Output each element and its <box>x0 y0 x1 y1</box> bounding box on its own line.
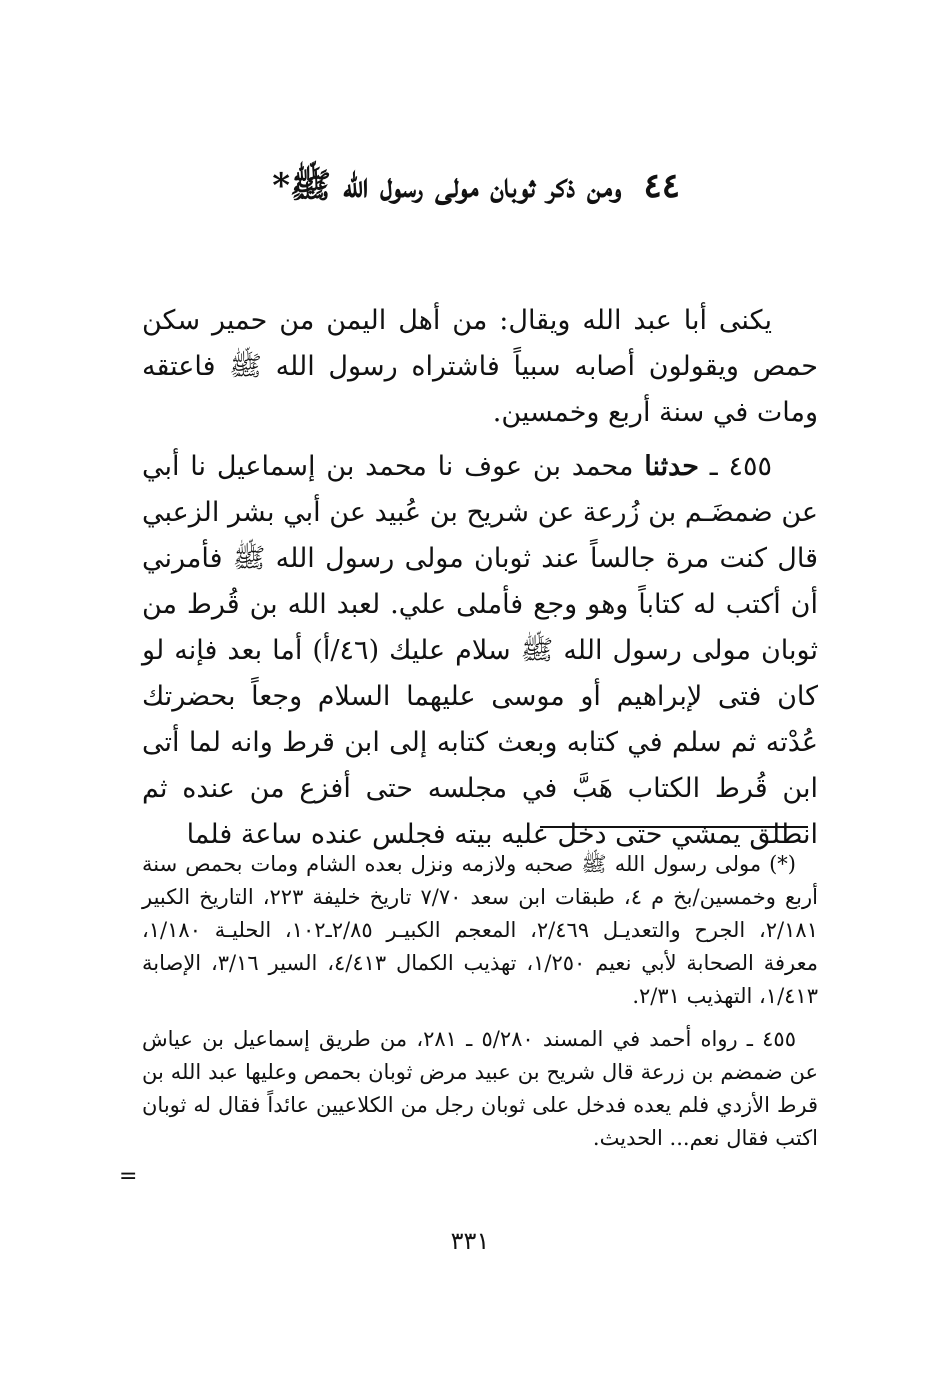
footnotes <box>142 848 818 1155</box>
main-text <box>142 298 818 858</box>
chapter-title: ومن ذكر ثوبان مولى رسول الله ﷺ* <box>272 166 622 206</box>
footnote-divider <box>540 826 808 828</box>
page-number: ٣٣١ <box>450 1227 490 1255</box>
hadith-number: ٤٥٥ ـ <box>709 451 772 482</box>
chapter-heading <box>140 160 680 212</box>
hadith-paragraph <box>142 444 818 858</box>
intro-paragraph: يكنى أبا عبد الله ويقال: من أهل اليمن من حمير سكن حمص ويقولون أصابه سبياً فاشتراه رسول الله ﷺ فاعتقه ومات في سنة أربع وخمسين. <box>142 305 818 428</box>
footnote-hadith-source: ٤٥٥ ـ رواه أحمد في المسند ٥/٢٨٠ ـ ٢٨١، من طريق إسماعيل بن عياش عن ضمضم بن زرعة قال شريح بن عبيد مرض ثوبان بحمص وعليها عبد الله بن قرط الأزدي فلم يعده فدخل على ثوبان رجل من الكلاعيين عائداً فقال له ثوبان اكتب فقال نعم... الحديث. <box>142 1027 818 1150</box>
chapter-number: ٤٤ <box>643 166 680 206</box>
hadith-lead-word: حدثنا <box>644 451 699 482</box>
continuation-mark: = <box>119 1164 138 1189</box>
footnote-biography: (*) مولى رسول الله ﷺ صحبه ولازمه ونزل بعده الشام ومات بحمص سنة أربع وخمسين/بخ م ٤، طبقات ابن سعد ٧/٧٠ تاريخ خليفة ٢٢٣، التاريخ الكبير ٢/١٨١، الجرح والتعديـل ٢/٤٦٩، المعجم الكبيـر ٢/٨٥ـ١٠٢، الحليـة ١/١٨٠، معرفة الصحابة لأبي نعيم ١/٢٥٠، تهذيب الكمال ٤/٤١٣، السير ٣/١٦، الإصابة ١/٤١٣، التهذيب ٢/٣١. <box>142 852 818 1008</box>
hadith-text: محمد بن عوف نا محمد بن إسماعيل نا أبي عن ضمضَـم بن زُرعة عن شريح بن عُبيد عن أبي بشر الزعبي قال كنت مرة جالساً عند ثوبان مولى رسول الله ﷺ فأمرني أن أكتب له كتاباً وهو وجع فأملى علي. لعبد الله بن قُرط من ثوبان مولى رسول الله ﷺ سلام عليك (٤٦/أ) أما بعد فإنه لو كان فتى لإبراهيم أو موسى عليهما السلام وجعاً بحضرتك عُدْته ثم سلم في كتابه وبعث كتابه إلى ابن قرط وانه لما أتى ابن قُرط الكتاب هَبَّ في مجلسه حتى أفزع من عنده ثم انطلق يمشي حتى دخل عليه بيته فجلس عنده ساعة فلما <box>142 451 819 850</box>
